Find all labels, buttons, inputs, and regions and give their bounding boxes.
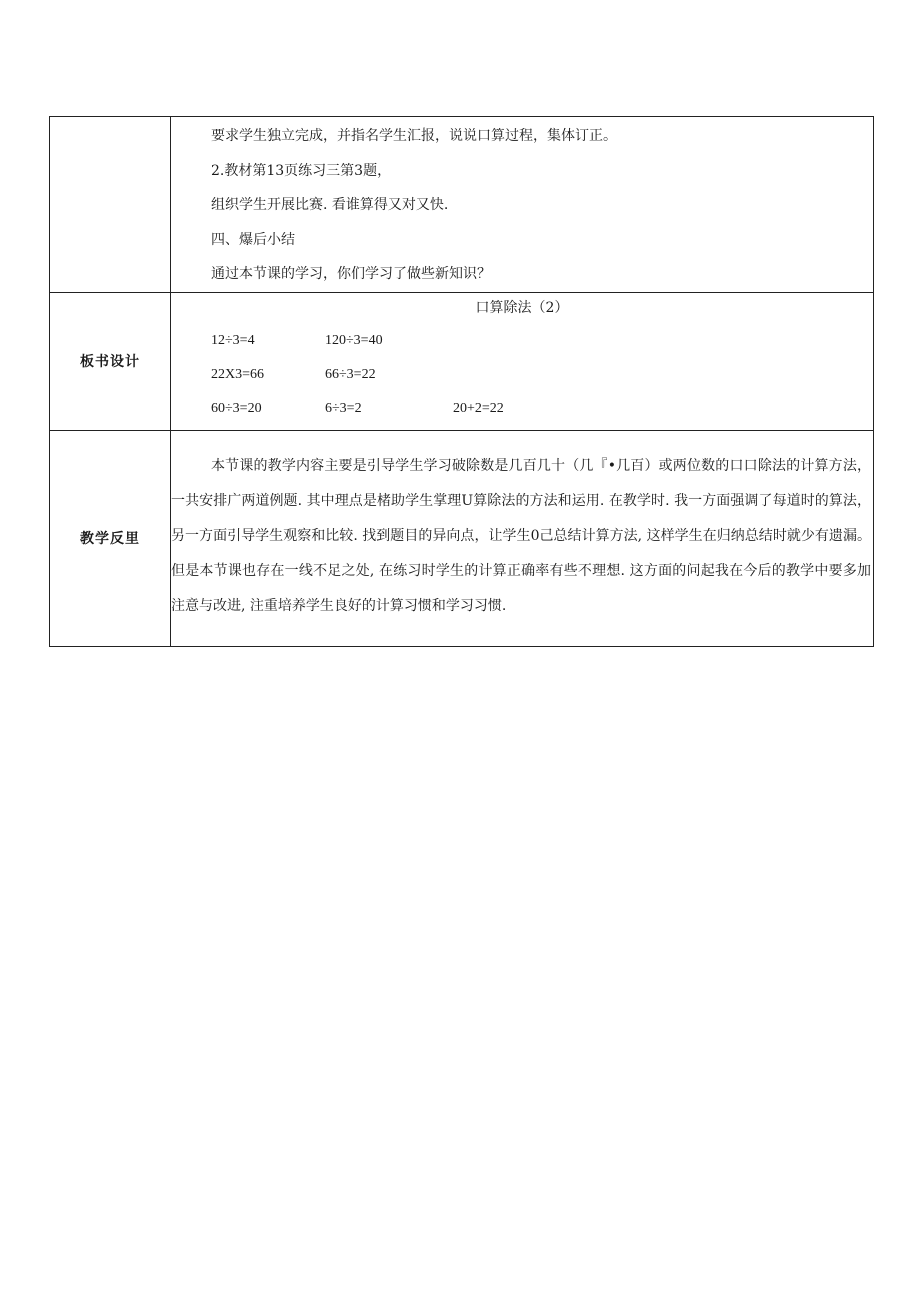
- steps-line: 通过本节课的学习，你们学习了做些新知识？: [211, 266, 491, 282]
- board-content: [171, 293, 873, 430]
- equation: 22X3=66: [211, 366, 265, 382]
- equation: 20+2=22: [453, 400, 504, 416]
- lesson-plan-table: [49, 116, 874, 647]
- board-title: 口算除法（2）: [475, 299, 569, 316]
- steps-line: 要求学生独立完成，并指名学生汇报，说说口算过程，集体订正。: [211, 128, 617, 144]
- equation: 6÷3=2: [325, 400, 362, 416]
- equation: 12÷3=4: [211, 332, 255, 348]
- reflection-content: [171, 431, 873, 624]
- equation: 60÷3=20: [211, 400, 262, 416]
- steps-content: [171, 117, 873, 292]
- equation: 120÷3=40: [325, 332, 383, 348]
- board-cell: [171, 292, 874, 430]
- steps-line: 组织学生开展比赛. 看谁算得又对又快.: [211, 197, 449, 213]
- steps-line: 四、爆后小结: [211, 231, 295, 248]
- row-label-reflection: 教学反里: [50, 430, 171, 646]
- steps-line: 2.教材第13页练习三第3题，: [211, 162, 392, 179]
- reflection-paragraph: 本节课的教学内容主要是引导学生学习破除数是几百几十（几『•几百）或两位数的口口除法的计算方法，一共安排广两道例题. 其中理点是楮助学生掌理U算除法的方法和运用. 在教学时. 我一方面强调了每道时的算法，另一方面引导学生观察和比较. 找到题目的异向点，让学生0己总结计算方法, 这样学生在归纳总结时就少有遗漏。但是本节课也存在一线不足之处, 在练习时学生的计算正确率有些不理想. 这方面的问起我在今后的教学中要多加注意与改进, 注重培养学生良好的计算习惯和学习习惯.: [171, 457, 871, 614]
- table-row-reflection: [50, 430, 874, 646]
- reflection-cell: [171, 430, 874, 646]
- steps-cell: [171, 117, 874, 293]
- table-row-board-design: [50, 292, 874, 430]
- row-label-empty: [50, 117, 171, 293]
- row-label-board-design: 板书设计: [50, 292, 171, 430]
- equation: 66÷3=22: [325, 366, 376, 382]
- table-row-steps: [50, 117, 874, 293]
